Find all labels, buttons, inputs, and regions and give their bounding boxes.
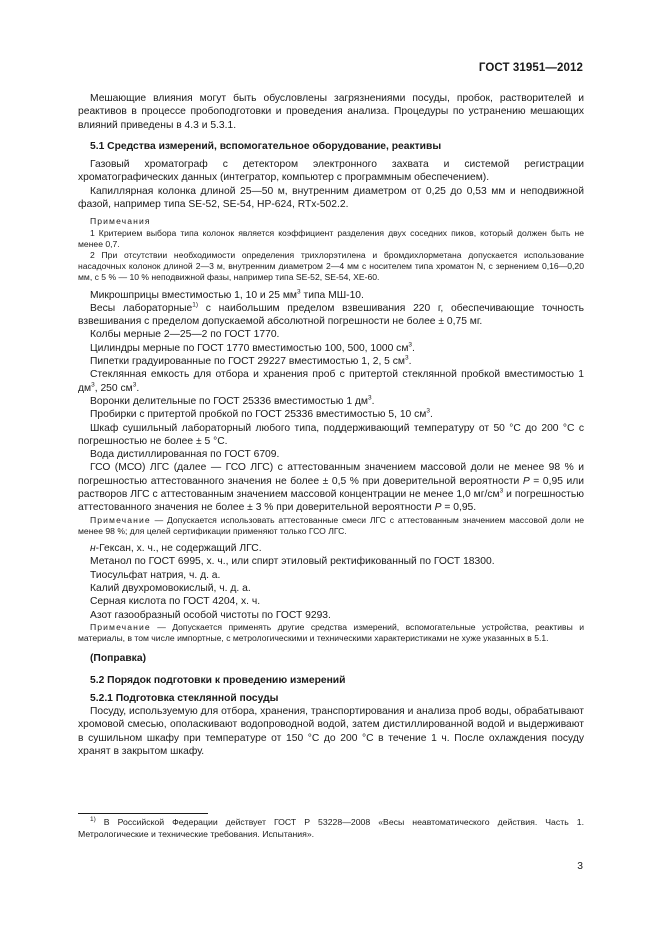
- intro-paragraph: Мешающие влияния могут быть обусловлены загрязнениями посуды, пробок, растворителей и реактивов в процессе пробоподготовки и проведения анализа. Процедуры по устранению мешающих влияний приведены в 4.3 и 5.3.1.: [78, 93, 584, 131]
- glassware-prep-paragraph: Посуду, используемую для отбора, хранения, транспортирования и анализа проб воды, обрабатывают хромовой смесью, ополаскивают водопроводной водой, затем дистиллированной водой и выдерживают в сушильном шкафу при температуре от 150 °С до 200 °С в течение 1 ч. После охлаждения посуду хранят в закрытом шкафу.: [78, 706, 584, 758]
- column-paragraph: Капиллярная колонка длиной 25—50 м, внутренним диаметром от 0,25 до 0,53 мм и неподвижной фазой, например типа SE-52, SE-54, HP-624, RTx-502.2.: [78, 185, 584, 211]
- section-5-2-title: 5.2 Порядок подготовки к проведению измерений: [90, 674, 346, 686]
- note-4: Примечание — Допускается применять другие средства измерений, вспомогательные устройства, реактивы и материалы, в том числе импортные, с метрологическими и техническими характеристиками не хуже указанных в 5.1.: [78, 621, 584, 644]
- section-5-2-1-title: 5.2.1 Подготовка стеклянной посуды: [90, 692, 279, 704]
- page-number: 3: [577, 861, 583, 872]
- notes-title: Примечания: [90, 216, 151, 227]
- section-5-1-title: 5.1 Средства измерений, вспомогательное оборудование, реактивы: [90, 140, 442, 152]
- note-3: Примечание — Допускается использовать аттестованные смеси ЛГС с аттестованным значением массовой доли не менее 98 %; для целей сертификации применяют только ГСО ЛГС.: [78, 514, 584, 536]
- scales-item: Весы лабораторные$^{1)}$ с наибольшим пределом взвешивания 220 г, обеспечивающие точность взвешивания с пределом допускаемой абсолютной погрешности не более ± 0,75 мг.: [78, 301, 584, 328]
- cylinders-item: Цилиндры мерные по ГОСТ 1770 вместимостью 100, 500, 1000 $см^3$.: [90, 341, 415, 354]
- gso-item: ГСО (МСО) ЛГС (далее — ГСО ЛГС) с аттестованным значением массовой доли не менее 98 % и погрешностью аттестованного значения не более ± 0,5 % при доверительной вероятности P = 0,95 или растворов ЛГС с аттестованным значением массовой концентрации не менее 1,0 $мг/см^3$ и погрешностью аттестованного значения не более ± 3 % при доверительной вероятности P = 0,95.: [78, 462, 584, 514]
- hexane-item: н-Гексан, х. ч., не содержащий ЛГС.: [90, 543, 262, 555]
- thiosulfate-item: Тиосульфат натрия, ч. д. а.: [90, 569, 221, 581]
- pipettes-item: Пипетки градуированные по ГОСТ 29227 вместимостью 1, 2, 5 $см^3$.: [90, 354, 412, 368]
- notes-block-1: [78, 216, 584, 283]
- document-code: ГОСТ 31951—2012: [478, 62, 583, 74]
- note-2: 2 При отсутствии необходимости определения трихлорэтилена и бромдихлорметана допускается использование насадочных колонок длиной 2—3 м, внутренним диаметром 2—4 мм с носителем типа хроматон N, с зернением 0,16—0,20 мм, с 5 % — 10 % неподвижной фазы, например типа SE-52, SE-54, XE-60.: [78, 249, 584, 283]
- water-item: Вода дистиллированная по ГОСТ 6709.: [90, 449, 280, 461]
- footnote: $^{1)}$ В Российской Федерации действует ГОСТ Р 53228—2008 «Весы неавтоматического действия. Часть 1. Метрологические и технические требования. Испытания».: [78, 816, 584, 839]
- funnels-item: Воронки делительные по ГОСТ 25336 вместимостью 1 $дм^3$.: [90, 394, 375, 407]
- sulfuric-item: Серная кислота по ГОСТ 4204, х. ч.: [90, 596, 261, 608]
- gc-paragraph: Газовый хроматограф с детектором электронного захвата и системой регистрации хроматографических данных (интегратор, компьютер с программным обеспечением).: [78, 159, 584, 184]
- note-1: 1 Критерием выбора типа колонок является коэффициент разделения двух соседних пиков, который должен быть не менее 0,7.: [78, 227, 584, 249]
- nitrogen-item: Азот газообразный особой чистоты по ГОСТ 9293.: [90, 609, 331, 621]
- methanol-item: Метанол по ГОСТ 6995, х. ч., или спирт этиловый ректификованный по ГОСТ 18300.: [90, 556, 495, 568]
- glass-container-item: Стеклянная емкость для отбора и хранения проб с притертой стеклянной пробкой вместимостью 1 $дм^3$, 250 $см^3$.: [78, 369, 584, 394]
- dichromate-item: Калий двухромовокислый, ч. д. а.: [90, 582, 251, 594]
- footnote-divider: [78, 813, 208, 814]
- page-content: [78, 92, 584, 758]
- flasks-item: Колбы мерные 2—25—2 по ГОСТ 1770.: [90, 329, 280, 341]
- oven-item: Шкаф сушильный лабораторный любого типа, поддерживающий температуру от 50 °С до 200 °С с погрешностью не более ± 5 °С.: [78, 422, 584, 447]
- amendment-label: (Поправка): [90, 653, 146, 665]
- tubes-item: Пробирки с притертой пробкой по ГОСТ 25336 вместимостью 5, 10 $см^3$.: [90, 407, 433, 421]
- syringes-item: Микрошприцы вместимостью 1, 10 и 25 $мм^3$ типа МШ-10.: [90, 288, 364, 301]
